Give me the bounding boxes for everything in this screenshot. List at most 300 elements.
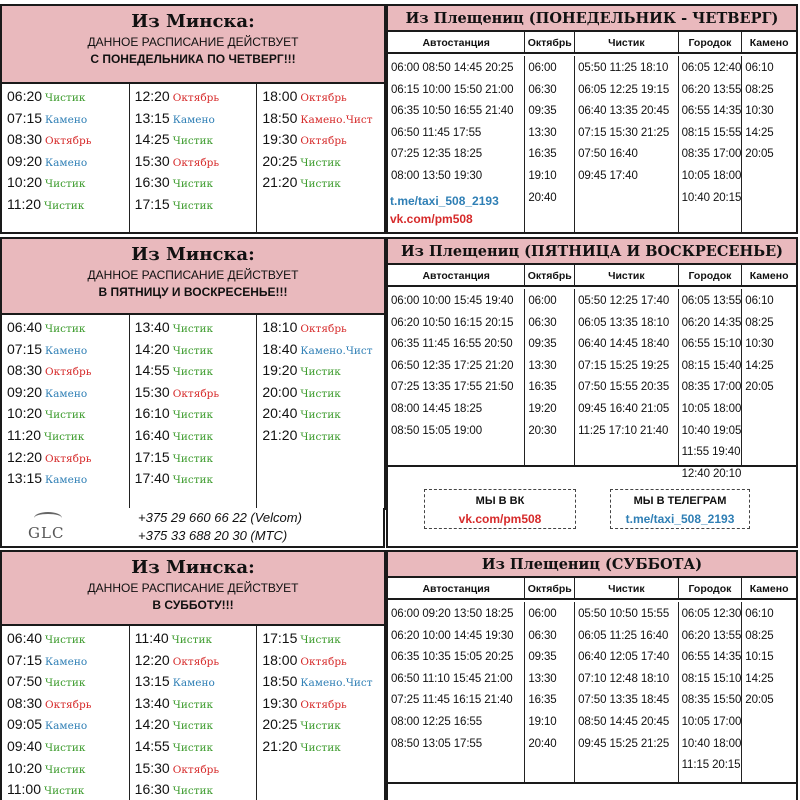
- destination: Чистик: [300, 409, 341, 422]
- destination: Чистик: [45, 741, 86, 754]
- pleshenicy-block-saturday: [386, 550, 798, 800]
- departure-time: 14:20: [134, 340, 170, 357]
- departure-time: 16:30: [134, 781, 170, 798]
- telegram-link[interactable]: t.me/taxi_508_2193: [390, 194, 499, 208]
- destination: Октябрь: [172, 92, 220, 104]
- departure-time: 09:20: [7, 152, 43, 169]
- minsk-header: [2, 239, 384, 315]
- times-row: 08:00 12:25 16:55: [391, 715, 483, 728]
- times-row: 11:25 17:10 21:40: [578, 424, 669, 437]
- note-prefix: ДАННОЕ РАСПИСАНИЕ ДЕЙСТВУЕТ: [87, 35, 299, 49]
- times-row: 07:15 15:30 21:25: [578, 126, 670, 139]
- minsk-departure-column: [2, 84, 130, 232]
- destination: Чистик: [44, 199, 85, 212]
- departure-time: 08:30: [7, 131, 43, 148]
- destination: Октябрь: [300, 655, 347, 668]
- destination: Камено.Чист: [300, 677, 373, 690]
- departure-time: 17:40: [134, 470, 170, 487]
- times-row: 07:50 13:35 18:45: [578, 694, 670, 707]
- times-row: 08:35 15:50: [681, 694, 742, 707]
- departure-time: 15:30: [134, 383, 170, 400]
- times-row: 12:40 20:10: [681, 467, 742, 480]
- times-row: 08:35 17:00: [681, 148, 742, 161]
- times-row: 08:25: [745, 316, 774, 329]
- times-row: 16:35: [528, 148, 557, 161]
- phone-velcom[interactable]: +375 29 660 66 22 (Velcom): [138, 510, 302, 525]
- vk-social-box[interactable]: [424, 489, 576, 529]
- departure-row: [130, 447, 257, 469]
- destination: Камено: [45, 387, 88, 400]
- col-header-avtostanciya: Автостанция: [388, 265, 525, 285]
- destination: Октябрь: [300, 135, 347, 148]
- departure-row: [2, 129, 129, 151]
- pleshenicy-block-fri-sun: [386, 237, 798, 548]
- times-row: 09:35: [528, 651, 557, 664]
- departure-row: [130, 194, 257, 216]
- times-column-kameno: [742, 602, 796, 782]
- table-header: [388, 32, 796, 54]
- times-row: 07:50 15:55 20:35: [578, 381, 670, 394]
- departure-time: 10:20: [7, 405, 43, 422]
- departure-row: [257, 108, 384, 130]
- departure-time: 09:05: [7, 716, 43, 733]
- departure-row: [2, 650, 129, 672]
- departure-time: 13:15: [7, 470, 43, 487]
- destination: Чистик: [172, 409, 214, 422]
- destination: Чистик: [172, 430, 214, 443]
- col-header-chistik: Чистик: [575, 265, 679, 285]
- table-body: [388, 289, 796, 480]
- departure-row: [130, 693, 257, 715]
- times-row: 06:20 13:55: [681, 629, 742, 642]
- times-row: 06:35 10:35 15:05 20:25: [391, 651, 514, 664]
- departure-row: [130, 151, 257, 173]
- departure-row: [257, 360, 384, 382]
- departure-time: 12:20: [134, 651, 170, 668]
- times-row: 05:50 12:25 17:40: [578, 295, 670, 307]
- times-row: 07:25 13:35 17:55 21:50: [391, 381, 514, 394]
- times-row: 13:30: [528, 359, 557, 372]
- col-header-kameno: Камено: [749, 270, 789, 282]
- col-header-gorodok: Городок: [679, 265, 743, 285]
- departure-row: [257, 317, 384, 339]
- times-column-avtostanciya: [388, 602, 525, 782]
- destination: Октябрь: [300, 323, 347, 335]
- departure-time: 08:30: [7, 694, 43, 711]
- minsk-departure-column: [130, 84, 258, 232]
- destination: Чистик: [172, 452, 214, 465]
- times-row: 06:30: [528, 83, 557, 96]
- departure-time: 14:20: [134, 716, 170, 733]
- departure-row: [257, 671, 384, 693]
- times-column-gorodok: [679, 602, 743, 782]
- times-row: 08:15 15:40: [681, 359, 742, 372]
- destination: Чистик: [172, 199, 214, 212]
- times-column-gorodok: [679, 56, 743, 232]
- departure-row: [2, 382, 129, 404]
- destination: Чистик: [44, 430, 85, 443]
- departure-time: 07:15: [7, 651, 43, 668]
- departure-row: [257, 693, 384, 715]
- minsk-departure-column: [2, 315, 130, 508]
- departure-time: 11:20: [7, 426, 41, 443]
- times-row: 10:05 18:00: [681, 169, 742, 182]
- times-row: 08:35 17:00: [681, 381, 742, 394]
- minsk-departure-column: [257, 315, 384, 508]
- note-days: В ПЯТНИЦУ И ВОСКРЕСЕНЬЕ!!!: [98, 285, 288, 299]
- times-row: 06:40 12:05 17:40: [578, 651, 670, 664]
- departure-time: 18:00: [262, 651, 298, 668]
- times-row: 20:05: [745, 694, 774, 707]
- times-row: 06:00 08:50 14:45 20:25: [391, 62, 514, 74]
- departure-row: [257, 339, 384, 361]
- schedule-note: [2, 267, 384, 301]
- destination: Камено: [45, 720, 88, 733]
- departure-time: 16:10: [134, 405, 170, 422]
- times-row: 10:15: [745, 651, 774, 664]
- departure-time: 12:20: [7, 448, 43, 465]
- destination: Камено.Чист: [300, 113, 373, 126]
- table-header: [388, 578, 796, 600]
- departure-time: 17:15: [262, 630, 298, 646]
- departure-time: 13:40: [134, 319, 170, 335]
- links-area: [390, 192, 526, 228]
- times-row: 06:05 13:55: [681, 295, 742, 307]
- destination: Октябрь: [45, 366, 92, 379]
- times-row: 07:25 11:45 16:15 21:40: [391, 694, 513, 707]
- times-row: 14:25: [745, 126, 774, 139]
- departure-row: [130, 382, 257, 404]
- departure-time: 16:30: [134, 174, 170, 191]
- times-row: 19:10: [528, 715, 557, 728]
- times-row: 10:40 20:15: [681, 191, 742, 204]
- destination: Чистик: [172, 366, 214, 379]
- times-row: 06:50 11:10 15:45 21:00: [391, 672, 513, 685]
- departure-row: [130, 339, 257, 361]
- destination: Октябрь: [300, 92, 347, 104]
- times-row: 06:05 13:35 18:10: [578, 316, 670, 329]
- destination: Камено: [45, 113, 88, 126]
- departure-time: 09:20: [7, 383, 43, 400]
- departure-row: [2, 317, 129, 339]
- times-column-chistik: [575, 289, 679, 465]
- col-header-oktyabr: Октябрь: [525, 265, 575, 285]
- destination: Октябрь: [300, 698, 347, 711]
- departure-time: 18:50: [262, 673, 298, 690]
- departure-time: 09:40: [7, 737, 43, 754]
- times-row: 13:30: [528, 672, 557, 685]
- times-row: 08:00 14:45 18:25: [391, 402, 483, 415]
- departure-row: [2, 403, 129, 425]
- times-row: 08:50 14:45 20:45: [578, 715, 670, 728]
- destination: Чистик: [172, 344, 214, 357]
- times-row: 09:45 16:40 21:05: [578, 402, 670, 415]
- times-row: 05:50 10:50 15:55: [578, 608, 670, 620]
- departure-row: [2, 628, 129, 650]
- minsk-departure-column: [130, 315, 258, 508]
- departure-row: [130, 758, 257, 780]
- departure-row: [130, 86, 257, 108]
- times-row: 14:25: [745, 672, 774, 685]
- destination: Чистик: [300, 720, 341, 733]
- minsk-departure-column: [257, 626, 384, 800]
- departure-row: [2, 86, 129, 108]
- times-row: 06:20 10:00 14:45 19:30: [391, 629, 514, 642]
- destination: Октябрь: [172, 655, 220, 668]
- times-row: 10:40 19:05: [681, 424, 742, 437]
- times-column-kameno: [742, 289, 796, 465]
- departure-time: 10:20: [7, 174, 43, 191]
- times-row: 19:20: [528, 402, 557, 415]
- times-row: 06:00 10:00 15:45 19:40: [391, 295, 514, 307]
- vk-link[interactable]: vk.com/pm508: [390, 212, 473, 226]
- departure-row: [2, 714, 129, 736]
- col-header-avtostanciya: Автостанция: [388, 32, 525, 52]
- destination: Камено: [45, 474, 88, 487]
- times-row: 10:30: [745, 105, 774, 118]
- minsk-departure-column: [2, 626, 130, 800]
- destination: Чистик: [45, 677, 86, 690]
- departure-time: 20:40: [262, 405, 298, 422]
- times-row: 06:00: [528, 608, 557, 620]
- times-row: 09:35: [528, 105, 557, 118]
- destination: Камено: [45, 344, 88, 357]
- departure-row: [257, 403, 384, 425]
- departure-row: [2, 360, 129, 382]
- times-column-kameno: [742, 56, 796, 232]
- minsk-title: Из Минска:: [131, 244, 255, 265]
- departure-row: [130, 671, 257, 693]
- table-body: [388, 602, 796, 784]
- times-row: 06:00: [528, 295, 557, 307]
- departure-row: [130, 736, 257, 758]
- departure-time: 18:00: [262, 88, 298, 104]
- destination: Чистик: [45, 634, 86, 646]
- times-row: 13:30: [528, 126, 557, 139]
- col-header-kameno: Камено: [749, 37, 789, 49]
- departure-time: 06:40: [7, 319, 43, 335]
- departure-time: 20:25: [262, 716, 298, 733]
- departure-time: 21:20: [262, 174, 298, 191]
- times-row: 10:05 18:00: [681, 402, 742, 415]
- departure-time: 15:30: [134, 759, 170, 776]
- times-column-avtostanciya: [388, 289, 525, 465]
- departure-time: 14:25: [134, 131, 170, 148]
- departure-row: [2, 693, 129, 715]
- times-row: 06:30: [528, 316, 557, 329]
- times-row: 09:35: [528, 338, 557, 351]
- destination: Чистик: [300, 430, 341, 443]
- destination: Чистик: [172, 178, 214, 191]
- destination: Октябрь: [45, 452, 92, 465]
- departure-time: 07:15: [7, 340, 43, 357]
- destination: Камено: [45, 655, 88, 668]
- times-row: 10:05 17:00: [681, 715, 742, 728]
- minsk-title: Из Минска:: [131, 11, 255, 32]
- times-row: 06:00: [528, 62, 557, 74]
- departure-row: [130, 129, 257, 151]
- departure-row: [2, 108, 129, 130]
- departure-row: [257, 151, 384, 173]
- departure-row: [257, 86, 384, 108]
- departure-row: [130, 714, 257, 736]
- minsk-header: [2, 6, 384, 84]
- departure-row: [130, 317, 257, 339]
- col-header-oktyabr: Октябрь: [525, 32, 575, 52]
- destination: Октябрь: [45, 135, 92, 148]
- departure-row: [2, 447, 129, 469]
- departure-time: 19:20: [262, 362, 298, 379]
- destination: Чистик: [45, 323, 86, 335]
- times-row: 10:40 18:00: [681, 737, 742, 750]
- minsk-departure-column: [130, 626, 258, 800]
- pleshenicy-title: Из Плещениц (ПЯТНИЦА И ВОСКРЕСЕНЬЕ): [388, 239, 796, 265]
- departure-time: 20:25: [262, 152, 298, 169]
- col-header-chistik: Чистик: [575, 32, 679, 52]
- times-row: 11:15 20:15: [681, 759, 741, 772]
- times-row: 06:35 11:45 16:55 20:50: [391, 338, 513, 351]
- times-row: 06:55 15:10: [681, 338, 742, 351]
- times-column-oktyabr: [525, 602, 575, 782]
- departure-row: [130, 360, 257, 382]
- departure-time: 13:40: [134, 694, 170, 711]
- times-row: 20:05: [745, 148, 774, 161]
- times-row: 09:45 17:40: [578, 169, 638, 182]
- times-row: 20:40: [528, 737, 557, 750]
- times-row: 06:30: [528, 629, 557, 642]
- destination: Чистик: [300, 366, 341, 379]
- departure-row: [257, 129, 384, 151]
- destination: Октябрь: [172, 763, 220, 776]
- times-row: 06:10: [745, 608, 774, 620]
- times-row: 11:55 19:40: [681, 446, 741, 459]
- times-row: 06:05 12:40: [681, 62, 742, 74]
- departure-time: 14:55: [134, 362, 170, 379]
- departure-row: [257, 425, 384, 447]
- destination: Чистик: [172, 474, 214, 487]
- destination: Октябрь: [45, 698, 92, 711]
- destination: Камено: [45, 156, 88, 169]
- destination: Камено: [172, 113, 215, 126]
- departure-row: [257, 628, 384, 650]
- departure-row: [257, 736, 384, 758]
- departure-time: 13:15: [134, 673, 170, 690]
- departure-row: [130, 403, 257, 425]
- times-column-chistik: [575, 602, 679, 782]
- departure-row: [2, 339, 129, 361]
- destination: Камено: [172, 677, 215, 690]
- times-row: 06:40 14:45 18:40: [578, 338, 670, 351]
- departure-time: 20:00: [262, 383, 298, 400]
- col-header-gorodok: Городок: [679, 578, 743, 598]
- departure-row: [2, 758, 129, 780]
- destination: Чистик: [300, 634, 341, 646]
- contacts-block: [0, 508, 385, 548]
- times-row: 14:25: [745, 359, 774, 372]
- note-days: В СУББОТУ!!!: [152, 598, 234, 612]
- times-row: 09:45 15:25 21:25: [578, 737, 670, 750]
- minsk-block-mon-thu: [0, 4, 386, 234]
- times-row: 08:50 13:05 17:55: [391, 737, 483, 750]
- vk-link[interactable]: vk.com/pm508: [458, 512, 542, 526]
- times-row: 10:30: [745, 338, 774, 351]
- pleshenicy-title: Из Плещениц (СУББОТА): [388, 552, 796, 578]
- times-column-chistik: [575, 56, 679, 232]
- departure-time: 18:40: [262, 340, 298, 357]
- departure-time: 14:55: [134, 737, 170, 754]
- schedule-note: [2, 34, 384, 68]
- col-header-kameno: Камено: [749, 583, 789, 595]
- times-row: 06:05 12:25 19:15: [578, 83, 670, 96]
- logo-arc-icon: [34, 512, 62, 524]
- note-days: С ПОНЕДЕЛЬНИКА ПО ЧЕТВЕРГ!!!: [90, 52, 296, 66]
- table-header: [388, 265, 796, 287]
- times-row: 08:15 15:10: [681, 672, 742, 685]
- departure-row: [2, 194, 129, 216]
- times-row: 06:10: [745, 295, 774, 307]
- departure-time: 06:40: [7, 630, 43, 646]
- times-row: 07:25 12:35 18:25: [391, 148, 483, 161]
- times-row: 06:40 13:35 20:45: [578, 105, 670, 118]
- times-row: 07:50 16:40: [578, 148, 638, 161]
- times-row: 08:50 15:05 19:00: [391, 424, 483, 437]
- departure-time: 11:20: [7, 195, 41, 212]
- col-header-oktyabr: Октябрь: [525, 578, 575, 598]
- destination: Чистик: [45, 409, 86, 422]
- times-row: 19:10: [528, 169, 557, 182]
- times-row: 06:00 09:20 13:50 18:25: [391, 608, 514, 620]
- departure-time: 21:20: [262, 426, 298, 443]
- departure-row: [2, 779, 129, 800]
- departure-row: [2, 425, 129, 447]
- departure-row: [257, 714, 384, 736]
- times-row: 16:35: [528, 381, 557, 394]
- departure-row: [130, 650, 257, 672]
- departure-time: 16:40: [134, 426, 170, 443]
- departure-time: 18:50: [262, 109, 298, 126]
- departure-time: 10:20: [7, 759, 43, 776]
- times-row: 07:15 15:25 19:25: [578, 359, 670, 372]
- departure-row: [130, 172, 257, 194]
- minsk-block-fri-sun: [0, 237, 386, 510]
- departure-time: 13:15: [134, 109, 170, 126]
- departure-time: 11:40: [134, 630, 169, 646]
- destination: Октябрь: [172, 156, 220, 169]
- destination: Камено.Чист: [300, 344, 373, 357]
- times-row: 06:05 11:25 16:40: [578, 629, 669, 642]
- col-header-avtostanciya: Автостанция: [388, 578, 525, 598]
- times-row: 08:15 15:55: [681, 126, 742, 139]
- departure-time: 07:50: [7, 673, 43, 690]
- departure-row: [257, 172, 384, 194]
- departure-row: [130, 628, 257, 650]
- telegram-link[interactable]: t.me/taxi_508_2193: [625, 512, 735, 526]
- departure-time: 15:30: [134, 152, 170, 169]
- destination: Чистик: [300, 741, 341, 754]
- glc-logo: GLC: [28, 524, 65, 542]
- times-row: 05:50 11:25 18:10: [578, 62, 669, 74]
- telegram-social-box[interactable]: [610, 489, 750, 529]
- times-row: 20:30: [528, 424, 557, 437]
- departure-time: 12:20: [134, 88, 170, 104]
- vk-label: МЫ В ВК: [475, 495, 525, 507]
- phone-mts[interactable]: +375 33 688 20 30 (МТС): [138, 528, 288, 543]
- col-header-chistik: Чистик: [575, 578, 679, 598]
- departure-row: [2, 671, 129, 693]
- telegram-label: МЫ В ТЕЛЕГРАМ: [633, 495, 727, 507]
- departure-time: 11:00: [7, 781, 41, 798]
- departure-time: 06:20: [7, 88, 43, 104]
